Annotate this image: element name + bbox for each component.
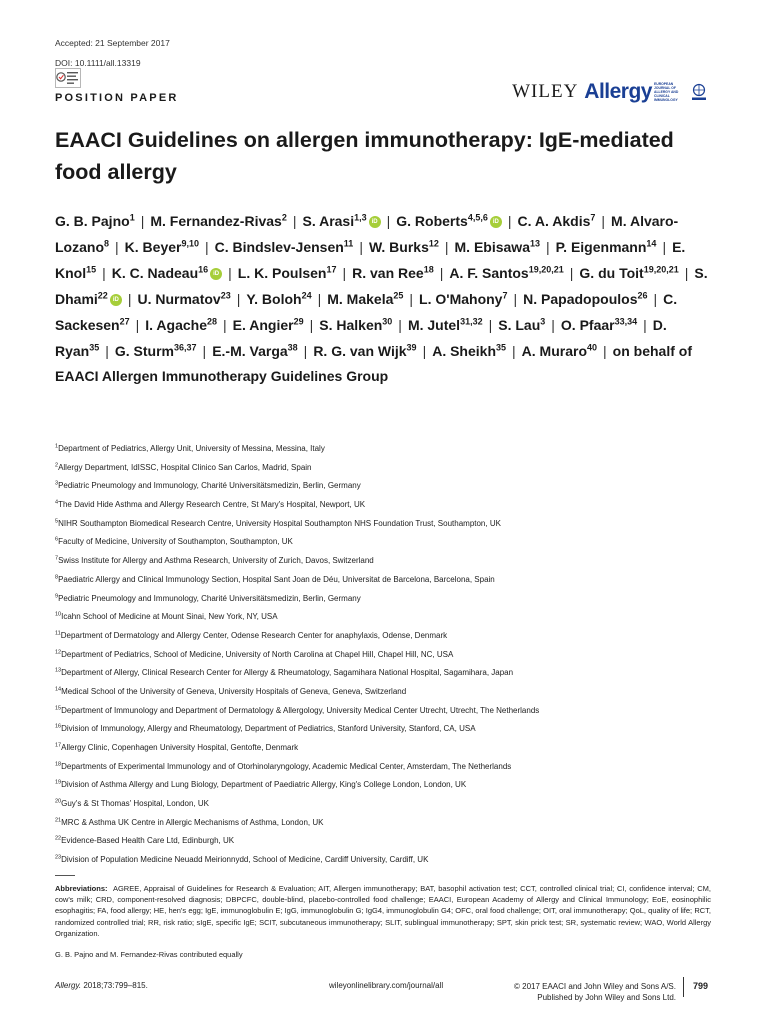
author	[233, 317, 304, 333]
author-name: L. K. Poulsen	[237, 264, 327, 281]
article-title: EAACI Guidelines on allergen immunotherapy: IgE-mediated food allergy	[55, 128, 674, 184]
author-separator: |	[398, 316, 402, 333]
author	[518, 213, 596, 229]
author-name: G. B. Pajno	[55, 213, 130, 229]
orcid-icon[interactable]: iD	[369, 216, 381, 228]
author-separator: |	[643, 316, 647, 333]
publisher-logos	[512, 80, 708, 104]
author	[327, 291, 403, 307]
author-affiliation-ref: 36,37	[174, 341, 197, 352]
affiliation-item	[55, 478, 735, 497]
author-name: M. Alvaro-Lozano	[55, 213, 679, 255]
affiliation-item	[55, 609, 735, 628]
affiliation-text: Department of Dermatology and Allergy Center, Odense Research Center for anaphylaxis, Odense, Denmark	[60, 630, 448, 640]
author-name: M. Jutel	[407, 316, 461, 333]
footer-divider	[683, 977, 684, 997]
author	[302, 213, 380, 229]
author-separator: |	[507, 213, 512, 229]
affiliation-number: 3	[55, 480, 59, 487]
paper-type-label: POSITION PAPER	[55, 92, 179, 104]
affiliation-number: 11	[55, 630, 61, 637]
author	[246, 291, 311, 307]
eaaci-logo-icon	[690, 82, 708, 102]
author-affiliation-ref: 4,5,6	[467, 212, 488, 223]
affiliation-item	[55, 534, 735, 553]
allergy-journal-logo: Allergy	[584, 80, 652, 103]
author-separator: |	[546, 238, 550, 255]
author-name: E. Angier	[232, 316, 294, 333]
author	[408, 317, 483, 333]
affiliation-item	[55, 460, 735, 479]
affiliation-number: 6	[55, 536, 59, 543]
author-separator: |	[488, 316, 493, 333]
author-separator: |	[551, 316, 555, 333]
author	[449, 265, 563, 281]
affiliation-number: 18	[55, 761, 62, 768]
author-name: M. Makela	[327, 290, 394, 307]
affiliation-text: Pediatric Pneumology and Immunology, Charité Universitätsmedizin, Berlin, Germany	[58, 593, 361, 603]
affiliation-number: 20	[55, 798, 62, 805]
author-name: G. du Toit	[579, 264, 644, 281]
affiliation-number: 21	[55, 817, 62, 824]
author-name: S. Lau	[498, 316, 541, 333]
author	[238, 265, 337, 281]
author-affiliation-ref: 11	[343, 238, 354, 249]
author-name: M. Ebisawa	[454, 238, 530, 255]
footer-journal-url[interactable]: wileyonlinelibrary.com/journal/all	[329, 981, 444, 990]
author-separator: |	[444, 238, 449, 255]
author	[369, 239, 439, 255]
author-name: K. Beyer	[124, 238, 182, 255]
author-separator: |	[662, 238, 667, 255]
author-separator: |	[309, 316, 314, 333]
affiliation-item	[55, 665, 735, 684]
author-separator: |	[228, 264, 232, 281]
author-affiliation-ref: 3	[540, 315, 546, 326]
author-name: R. van Ree	[352, 264, 424, 281]
author-name: S. Dhami	[55, 264, 708, 307]
author-separator: |	[135, 316, 140, 333]
abbreviations-note	[55, 883, 711, 939]
check-for-updates-icon[interactable]	[55, 68, 81, 88]
author	[150, 213, 287, 229]
wiley-logo: WILEY	[512, 81, 579, 102]
doi-link[interactable]: 10.1111/all.13319	[74, 58, 141, 68]
author-affiliation-ref: 12	[428, 238, 439, 249]
author-separator: |	[105, 342, 109, 359]
affiliation-number: 9	[55, 592, 59, 599]
author-affiliation-ref: 31,32	[460, 315, 483, 326]
affiliation-text: Medical School of the University of Geneva, University Hospitals of Geneva, Geneva, Switzerland	[61, 686, 407, 696]
author-affiliation-ref: 27	[119, 315, 130, 326]
affiliation-number: 1	[55, 443, 59, 450]
author-name: U. Nurmatov	[137, 290, 221, 307]
author-separator: |	[439, 264, 444, 281]
published-by-line: Published by John Wiley and Sons Ltd.	[537, 993, 676, 1002]
author-separator: |	[422, 342, 427, 359]
author-name: P. Eigenmann	[555, 238, 647, 255]
footnote-divider	[55, 875, 75, 876]
affiliation-number: 8	[55, 574, 59, 581]
author-affiliation-ref: 7	[502, 290, 508, 301]
author-affiliation-ref: 35	[496, 341, 507, 352]
author	[419, 291, 507, 307]
affiliation-text: Pediatric Pneumology and Immunology, Charité Universitätsmedizin, Berlin, Germany	[58, 481, 361, 491]
author-affiliation-ref: 18	[423, 264, 434, 275]
abbreviations-label: Abbreviations:	[55, 884, 108, 893]
author	[212, 343, 297, 359]
affiliation-number: 10	[55, 611, 62, 618]
author	[556, 239, 657, 255]
author-separator: |	[359, 238, 363, 255]
author-name: D. Ryan	[55, 316, 667, 359]
author-affiliation-ref: 24	[301, 290, 312, 301]
affiliation-item	[55, 553, 735, 572]
author	[55, 213, 135, 229]
author-name: C. Bindslev-Jensen	[214, 238, 344, 255]
orcid-icon[interactable]: iD	[210, 268, 222, 280]
author-affiliation-ref: 2	[281, 212, 287, 223]
author-name: S. Halken	[319, 316, 383, 333]
author-separator: |	[202, 342, 207, 359]
author	[522, 343, 597, 359]
affiliation-item	[55, 777, 735, 796]
author-separator: |	[317, 290, 322, 307]
affiliation-item	[55, 852, 735, 871]
author-affiliation-ref: 17	[326, 264, 337, 275]
affiliation-item	[55, 572, 735, 591]
affiliation-text: Division of Asthma Allergy and Lung Biology, Department of Paediatric Allergy, King's College London, London, UK	[61, 780, 467, 790]
doi-line	[55, 58, 141, 68]
author-name: G. Sturm	[114, 342, 175, 359]
affiliation-number: 7	[55, 555, 59, 562]
author	[432, 343, 506, 359]
affiliation-text: Icahn School of Medicine at Mount Sinai, New York, NY, USA	[61, 612, 278, 622]
author-name: O. Pfaar	[560, 316, 615, 333]
affiliation-item	[55, 815, 735, 834]
footer-journal: Allergy.	[55, 981, 82, 990]
affiliation-number: 12	[55, 648, 62, 655]
affiliation-text: Faculty of Medicine, University of Southampton, Southampton, UK	[58, 537, 293, 547]
affiliation-number: 13	[55, 667, 62, 674]
author-separator: |	[102, 264, 106, 281]
affiliation-text: The David Hide Asthma and Allergy Research Centre, St Mary's Hospital, Newport, UK	[58, 500, 366, 510]
author-affiliation-ref: 39	[406, 341, 417, 352]
author-affiliation-ref: 14	[646, 238, 657, 249]
author	[313, 343, 416, 359]
author-separator: |	[569, 264, 574, 281]
author	[125, 239, 199, 255]
affiliation-number: 16	[55, 723, 62, 730]
author-affiliation-ref: 25	[393, 290, 404, 301]
author-name: R. G. van Wijk	[313, 342, 407, 359]
affiliation-text: Guy's & St Thomas' Hospital, London, UK	[61, 799, 209, 809]
footer-citation	[55, 981, 148, 990]
affiliation-item	[55, 647, 735, 666]
affiliation-number: 17	[55, 742, 62, 749]
affiliation-item	[55, 684, 735, 703]
author-name: C. Sackesen	[55, 290, 678, 333]
author-separator: |	[115, 238, 119, 255]
author	[215, 239, 354, 255]
affiliation-item	[55, 721, 735, 740]
affiliation-item	[55, 591, 735, 610]
author	[137, 291, 230, 307]
author-name: A. Muraro	[521, 342, 587, 359]
author-affiliation-ref: 1,3	[354, 212, 367, 223]
affiliation-item	[55, 516, 735, 535]
author-affiliation-ref: 1	[129, 212, 135, 223]
affiliation-number: 5	[55, 518, 59, 525]
author-separator: |	[303, 342, 308, 359]
author-separator: |	[127, 290, 132, 307]
affiliation-item	[55, 796, 735, 815]
author-separator: |	[512, 342, 516, 359]
affiliation-item	[55, 703, 735, 722]
author-affiliation-ref: 9,10	[181, 238, 199, 249]
author-separator: |	[386, 213, 391, 229]
affiliation-text: Department of Pediatrics, Allergy Unit, University of Messina, Messina, Italy	[58, 444, 325, 453]
affiliation-number: 22	[55, 835, 62, 842]
author-affiliation-ref: 22	[97, 290, 108, 301]
orcid-icon[interactable]: iD	[110, 294, 122, 306]
affiliation-item	[55, 497, 735, 516]
affiliation-list	[55, 441, 735, 871]
author-affiliation-ref: 23	[220, 290, 231, 301]
affiliation-text: Division of Population Medicine Neuadd Meirionnydd, School of Medicine, Cardiff University, Cardiff, UK	[61, 855, 429, 865]
author-name: G. Roberts	[396, 213, 468, 229]
affiliation-text: Evidence-Based Health Care Ltd, Edinburgh, UK	[61, 836, 235, 846]
author	[523, 291, 647, 307]
author-name: C. A. Akdis	[517, 213, 591, 229]
author-separator: |	[236, 290, 241, 307]
affiliation-number: 4	[55, 499, 59, 506]
author-affiliation-ref: 40	[587, 341, 598, 352]
author-name: A. F. Santos	[449, 264, 529, 281]
author-separator: |	[205, 238, 209, 255]
author-separator: |	[684, 264, 689, 281]
author	[145, 317, 217, 333]
author-name: E. Knol	[55, 238, 686, 281]
author	[396, 213, 502, 229]
author-separator: |	[409, 290, 414, 307]
author-name: L. O'Mahony	[419, 290, 503, 307]
author-affiliation-ref: 19,20,21	[643, 264, 679, 275]
author-name: M. Fernandez-Rivas	[150, 213, 282, 229]
footer-volume: 2018;73:799–815.	[81, 981, 148, 990]
affiliation-item	[55, 740, 735, 759]
footer-copyright	[514, 981, 676, 1003]
copyright-line: © 2017 EAACI and John Wiley and Sons A/S.	[514, 982, 676, 991]
author	[112, 265, 222, 281]
author-affiliation-ref: 16	[198, 264, 209, 275]
author-affiliation-ref: 28	[207, 315, 218, 326]
author-name: N. Papadopoulos	[523, 290, 638, 307]
author-affiliation-ref: 8	[104, 238, 110, 249]
author-affiliation-ref: 38	[287, 341, 298, 352]
author	[498, 317, 545, 333]
author	[352, 265, 434, 281]
affiliation-item	[55, 441, 735, 460]
affiliation-text: Department of Pediatrics, School of Medicine, University of North Carolina at Chapel Hill, Chapel Hill, NC, USA	[61, 649, 454, 659]
affiliation-text: Division of Immunology, Allergy and Rheumatology, Department of Pediatrics, Stanford University, Stanford, CA, USA	[61, 724, 476, 734]
doi-prefix: DOI:	[55, 58, 75, 68]
affiliation-text: Departments of Experimental Immunology and of Otorhinolaryngology, Academic Medical Center, Amsterdam, The Netherlands	[61, 761, 512, 771]
author-name: I. Agache	[145, 316, 207, 333]
author-separator: |	[342, 264, 347, 281]
author-separator: |	[513, 290, 518, 307]
author-separator: |	[292, 213, 297, 229]
affiliation-number: 15	[55, 704, 62, 711]
affiliation-number: 19	[55, 779, 62, 786]
affiliation-text: Swiss Institute for Allergy and Asthma Research, University of Zurich, Davos, Switzerland	[58, 556, 374, 566]
author-name: A. Sheikh	[432, 342, 496, 359]
affiliation-number: 14	[55, 686, 62, 693]
author	[561, 317, 637, 333]
author-separator: |	[603, 342, 607, 359]
author-affiliation-ref: 7	[590, 212, 596, 223]
author-name: S. Arasi	[302, 213, 355, 229]
author-affiliation-ref: 29	[293, 315, 304, 326]
author	[579, 265, 678, 281]
affiliation-text: Paediatric Allergy and Clinical Immunology Section, Hospital Sant Joan de Déu, Universitat de Barcelona, Barcelona, Spain	[58, 574, 495, 584]
author-name: W. Burks	[368, 238, 429, 255]
author-separator: |	[140, 213, 145, 229]
author	[455, 239, 540, 255]
orcid-icon[interactable]: iD	[490, 216, 502, 228]
author-affiliation-ref: 30	[382, 315, 393, 326]
affiliation-text: NIHR Southampton Biomedical Research Centre, University Hospital Southampton NHS Foundation Trust, Southampton, UK	[58, 518, 501, 528]
allergy-journal-subtitle: EUROPEAN JOURNAL OF ALLERGY AND CLINICAL IMMUNOLOGY	[654, 82, 679, 102]
author-affiliation-ref: 19,20,21	[528, 264, 564, 275]
affiliation-text: Department of Immunology and Department of Dermatology & Allergology, University Medical Center Utrecht, Utrecht, The Netherlands	[61, 705, 540, 715]
author-separator: |	[653, 290, 658, 307]
affiliation-item	[55, 833, 735, 852]
affiliation-item	[55, 759, 735, 778]
accepted-date: Accepted: 21 September 2017	[55, 38, 170, 48]
author-affiliation-ref: 15	[86, 264, 97, 275]
authors-group-note: on behalf of EAACI Allergen Immunotherapy Guidelines Group	[55, 342, 692, 385]
author-affiliation-ref: 33,34	[614, 315, 638, 326]
author-name: Y. Boloh	[246, 290, 302, 307]
contribution-note: G. B. Pajno and M. Fernandez-Rivas contributed equally	[55, 950, 243, 959]
author-affiliation-ref: 13	[529, 238, 540, 249]
page-number: 799	[693, 981, 709, 991]
affiliation-number: 2	[55, 462, 59, 469]
author-name: E.-M. Varga	[212, 342, 288, 359]
affiliation-text: Allergy Clinic, Copenhagen University Hospital, Gentofte, Denmark	[61, 743, 299, 752]
author-separator: |	[223, 316, 227, 333]
affiliation-text: Allergy Department, IdISSC, Hospital Clinico San Carlos, Madrid, Spain	[58, 462, 312, 472]
author-affiliation-ref: 35	[89, 341, 100, 352]
affiliation-item	[55, 628, 735, 647]
author	[115, 343, 197, 359]
author-affiliation-ref: 26	[637, 290, 648, 301]
author	[319, 317, 392, 333]
author-list	[55, 209, 715, 390]
author-separator: |	[601, 213, 606, 229]
affiliation-text: MRC & Asthma UK Centre in Allergic Mechanisms of Asthma, London, UK	[61, 817, 324, 827]
affiliation-number: 23	[55, 854, 62, 861]
abbreviations-text: AGREE, Appraisal of Guidelines for Research & Evaluation; AIT, Allergen immunotherapy; BAT, basophil activation test; CCT, controlled clinical trial; CI, confidence interval; CM, cow's milk; CRD, component-resolved diagnosis; DBPCFC, double-blind, placebo-controlled food challenge; EAACI, European Academy of Allergy and Clinical Immunology; EoE, eosinophilic esophagitis; FA, food allergy; HE, hen's egg; IgE, immunoglobulin E; IgG, immunoglobulin G; IgG4, immunoglobulin G4; OFC, oral food challenge; OIT, oral immunotherapy; QoL, quality of life; RCT, randomized controlled trial; RR, risk ratio; sIgE, specific IgE; SCIT, subcutaneous immunotherapy; SLIT, sublingual immunotherapy; SPT, skin prick test; SR, systematic review; WAO, World Allergy Organization.	[55, 884, 711, 938]
affiliation-text: Department of Allergy, Clinical Research Center for Allergy & Rheumatology, Sagamihara National Hospital, Sagamihara, Japan	[61, 668, 514, 678]
author-name: K. C. Nadeau	[111, 264, 199, 281]
